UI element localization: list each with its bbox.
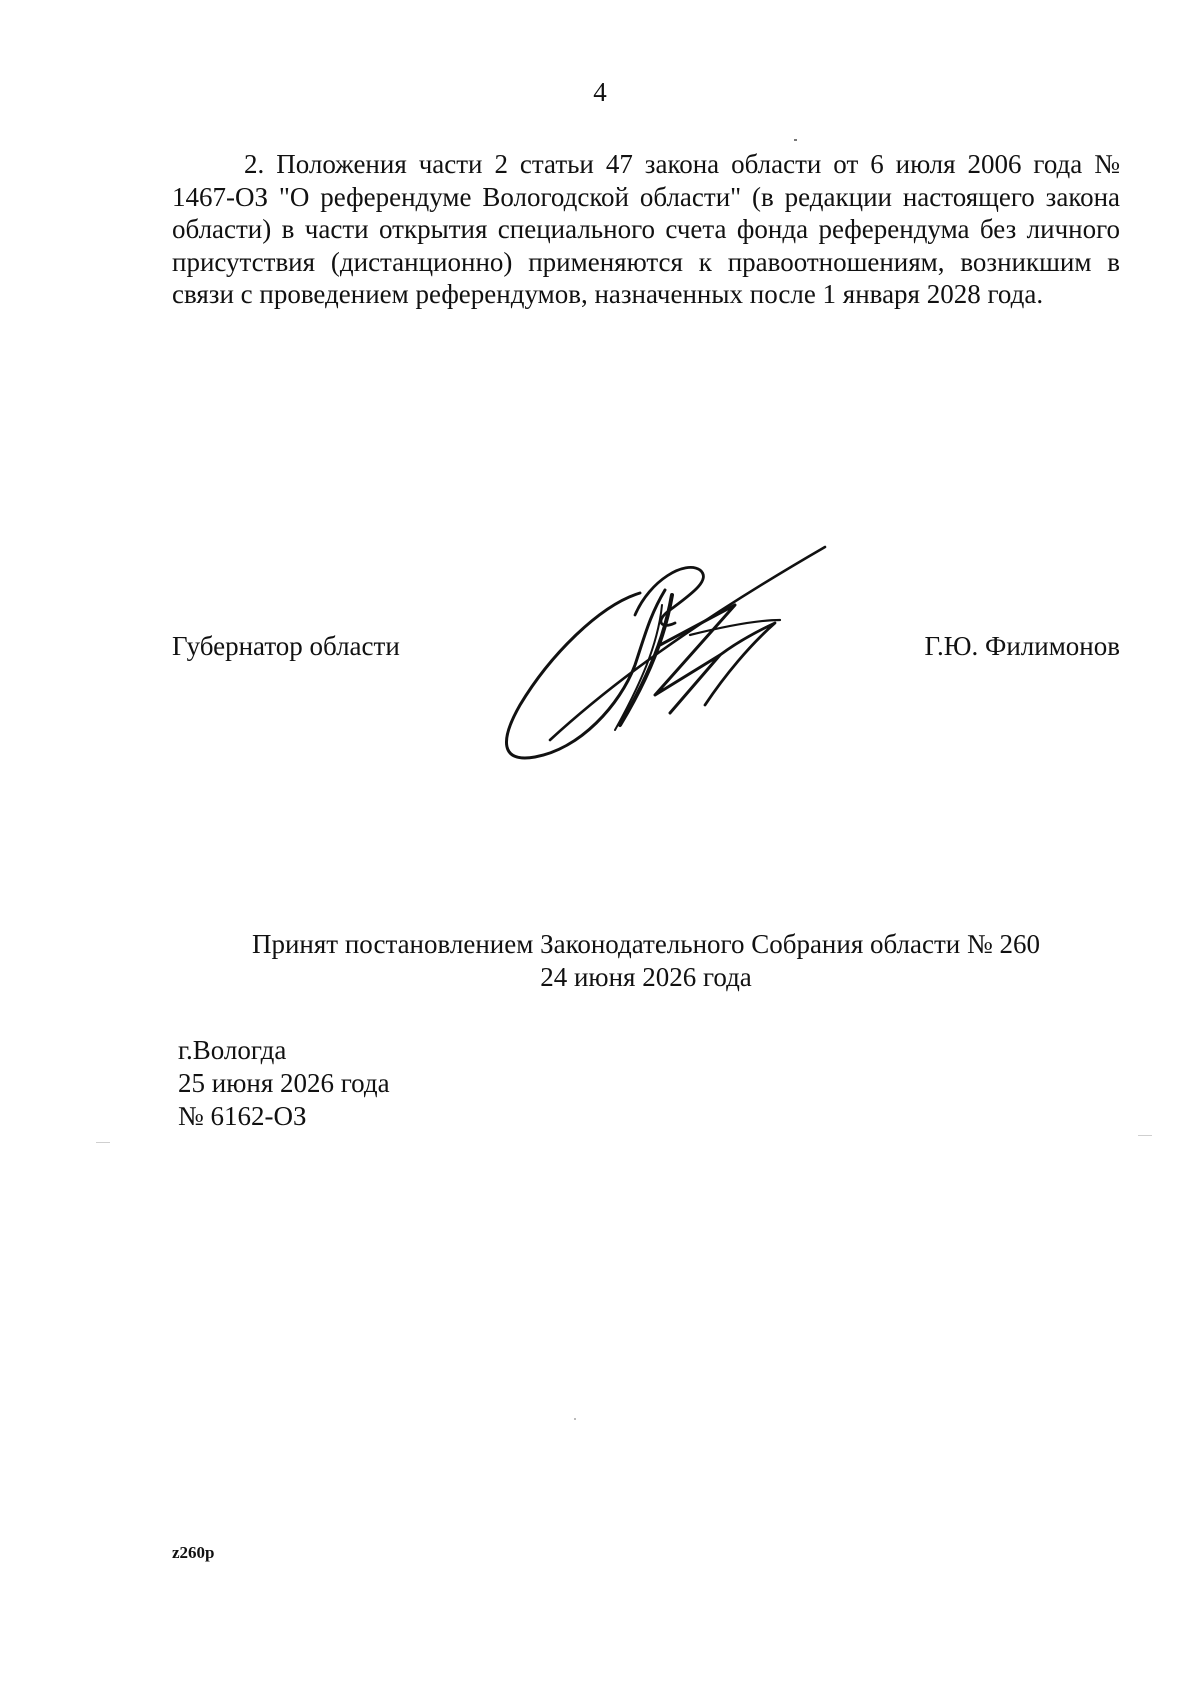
scan-speck-lower bbox=[574, 1418, 576, 1420]
handwritten-signature bbox=[490, 535, 830, 770]
scan-speck bbox=[794, 139, 797, 141]
adoption-line-2: 24 июня 2026 года bbox=[540, 962, 752, 992]
adoption-line-1: Принят постановлением Законодательного Собрания области № 260 bbox=[251, 929, 1041, 959]
body-paragraph: 2. Положения части 2 статьи 47 закона области от 6 июля 2006 года № 1467-ОЗ "О референдуме Вологодской области" (в редакции настоящего закона области) в части открытия специального счета фонда референдума без личного присутствия (дистанционно) применяются к правоотношениям, возникшим в связи с проведением референдумов, назначенных после 1 января 2028 года. bbox=[172, 149, 1120, 309]
scan-mark-left bbox=[96, 1142, 110, 1143]
signatory-position: Губернатор области bbox=[172, 631, 400, 661]
signatory-name: Г.Ю. Филимонов bbox=[924, 631, 1120, 661]
document-code: z260p bbox=[172, 1543, 215, 1562]
place-date-number bbox=[178, 1034, 390, 1133]
law-number: № 6162-ОЗ bbox=[178, 1101, 307, 1131]
sign-date: 25 июня 2026 года bbox=[178, 1068, 390, 1098]
scan-mark-right bbox=[1138, 1135, 1152, 1136]
adoption-note bbox=[172, 928, 1120, 994]
page-number: 4 bbox=[593, 77, 607, 107]
city: г.Вологда bbox=[178, 1035, 287, 1065]
